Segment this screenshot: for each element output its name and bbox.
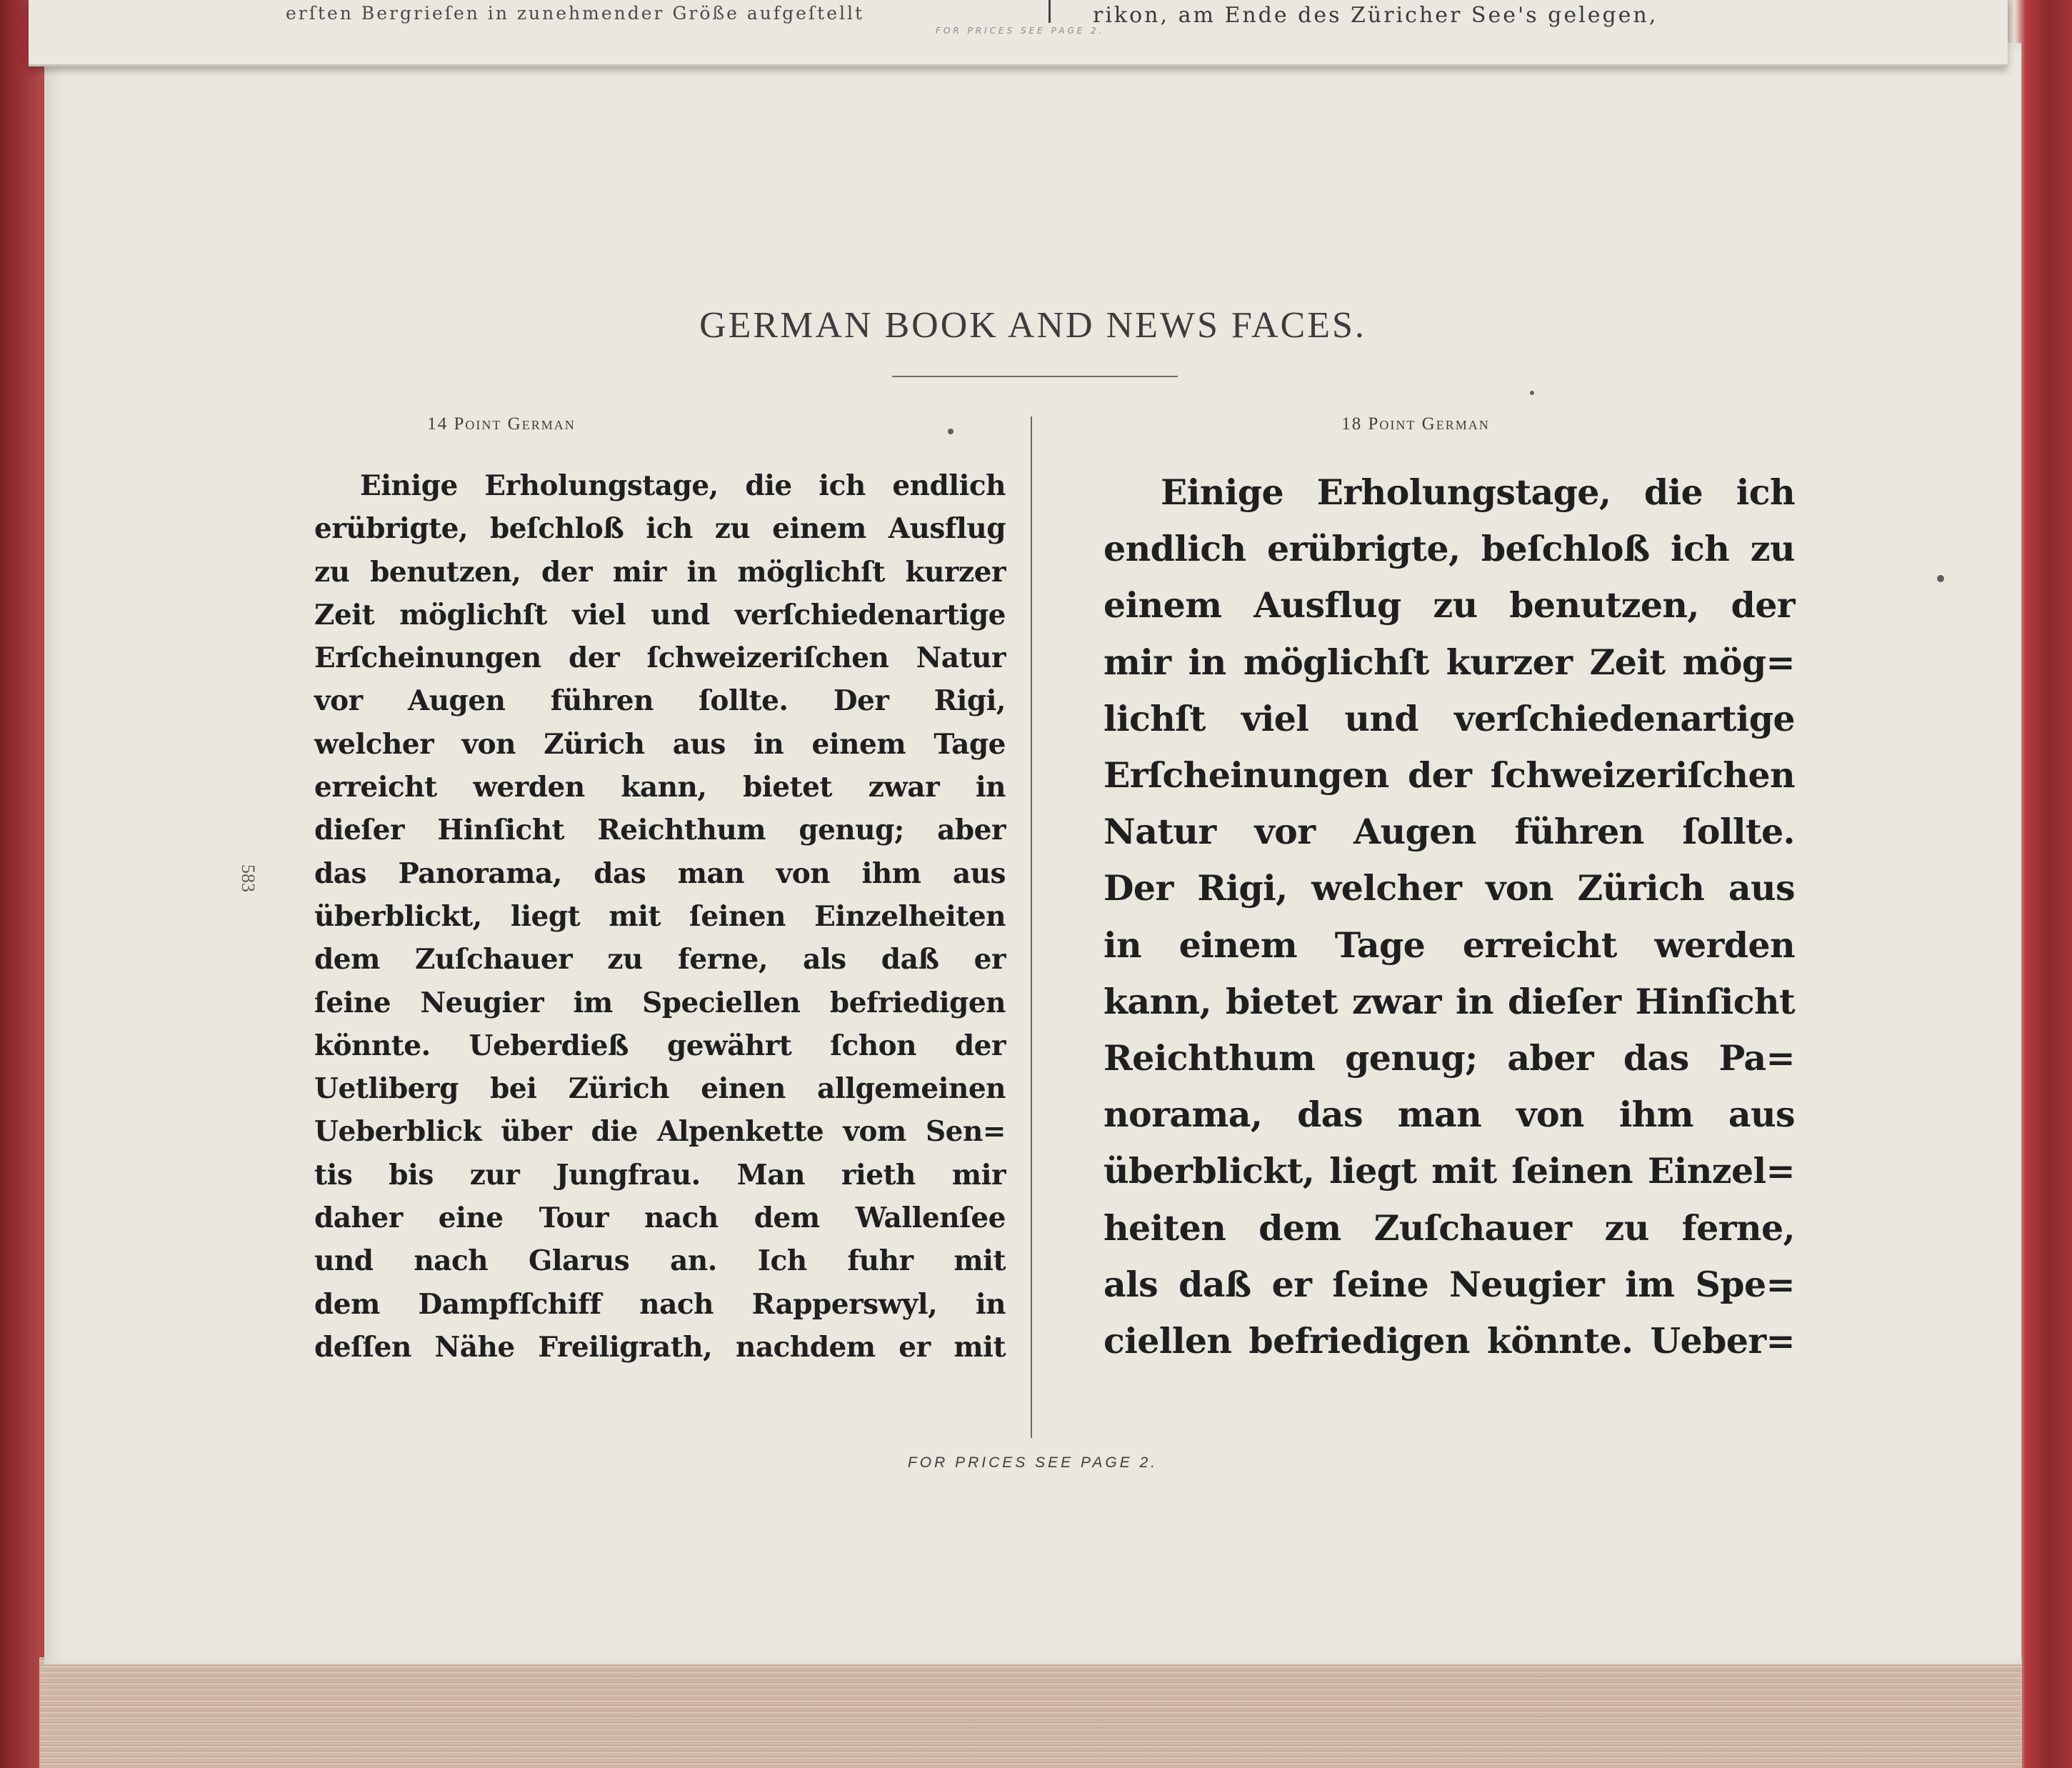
text-line: Ueberblick über die Alpenkette vom Sen= (314, 1115, 1006, 1149)
specimen-page (44, 43, 2021, 1664)
text-line: deſſen Nähe Freiligrath, nachdem er mit (314, 1330, 1006, 1364)
text-line: Erſcheinungen der ſchweizeriſchen Natur (314, 641, 1006, 675)
text-line: ciellen befriedigen könnte. Ueber= (1103, 1320, 1795, 1362)
text-line: dem Zuſchauer zu ferne, als daß er (314, 943, 1006, 977)
text-line: das Panorama, das man von ihm aus (314, 856, 1006, 890)
text-line: überblickt, liegt mit ſeinen Einzel= (1103, 1150, 1795, 1192)
text-line: lichſt viel und verſchiedenartige (1103, 697, 1795, 739)
page-edges (39, 1657, 2022, 1768)
column-divider (1031, 416, 1032, 1438)
title-rule (892, 376, 1178, 377)
text-line: daher eine Tour nach dem Wallenſee (314, 1202, 1006, 1235)
text-line: zu benutzen, der mir in möglichſt kurzer (314, 555, 1006, 589)
right-column-text (1103, 464, 1795, 1369)
text-line: Zeit möglichſt viel und verſchiedenartige (314, 598, 1006, 631)
right-column-label: 18 Point German (1341, 414, 1490, 434)
text-line: Einige Erholungstage, die ich (1161, 471, 1795, 513)
text-line: Natur vor Augen führen ſollte. (1103, 811, 1795, 853)
text-line: Uetliberg bei Zürich einen allgemeinen (314, 1072, 1006, 1106)
text-line: und nach Glarus an. Ich fuhr mit (314, 1244, 1006, 1278)
paper-speck (1937, 575, 1944, 582)
text-line: als daß er ſeine Neugier im Spe= (1103, 1263, 1795, 1305)
text-line: Der Rigi, welcher von Zürich aus (1103, 867, 1795, 909)
previous-page-footer: FOR PRICES SEE PAGE 2. (936, 26, 1105, 36)
page-title: GERMAN BOOK AND NEWS FACES. (699, 305, 1366, 346)
text-line: welcher von Zürich aus in einem Tage (314, 727, 1006, 761)
previous-page-right-text: rikon, am Ende des Züricher See's gelegen, (1093, 3, 1658, 28)
previous-page-edge (29, 0, 2008, 66)
previous-page-left-text: erſten Bergrieſen in zunehmender Größe aufgeſtellt (286, 3, 865, 24)
text-line: könnte. Ueberdieß gewährt ſchon der (314, 1029, 1006, 1062)
text-line: dieſer Hinſicht Reichthum genug; aber (314, 814, 1006, 847)
page-footer: FOR PRICES SEE PAGE 2. (907, 1454, 1158, 1471)
left-column-label: 14 Point German (427, 414, 576, 434)
text-line: dem Dampfſchiff nach Rapperswyl, in (314, 1287, 1006, 1321)
text-line: norama, das man von ihm aus (1103, 1094, 1795, 1136)
paper-speck (1530, 391, 1534, 395)
text-line: tis bis zur Jungfrau. Man rieth mir (314, 1158, 1006, 1192)
paper-speck (948, 429, 954, 434)
text-line: Reichthum genug; aber das Pa= (1103, 1037, 1795, 1079)
text-line: heiten dem Zuſchauer zu ferne, (1103, 1207, 1795, 1249)
page-number: 583 (238, 864, 259, 892)
left-column-text (314, 464, 1006, 1369)
text-line: Einige Erholungstage, die ich endlich (360, 469, 1006, 502)
text-line: kann, bietet zwar in dieſer Hinſicht (1103, 980, 1795, 1022)
text-line: erübrigte, beſchloß ich zu einem Ausflug (314, 512, 1006, 546)
text-line: ſeine Neugier im Speciellen befriedigen (314, 986, 1006, 1019)
text-line: einem Ausflug zu benutzen, der (1103, 584, 1795, 626)
text-line: vor Augen führen ſollte. Der Rigi, (314, 684, 1006, 718)
text-line: erreicht werden kann, bietet zwar in (314, 771, 1006, 804)
previous-page-divider (1048, 0, 1051, 23)
text-line: in einem Tage erreicht werden (1103, 924, 1795, 966)
text-line: überblickt, liegt mit ſeinen Einzelheiten (314, 899, 1006, 933)
text-line: Erſcheinungen der ſchweizeriſchen (1103, 754, 1795, 796)
text-line: mir in möglichſt kurzer Zeit mög= (1103, 641, 1795, 683)
text-line: endlich erübrigte, beſchloß ich zu (1103, 528, 1795, 570)
